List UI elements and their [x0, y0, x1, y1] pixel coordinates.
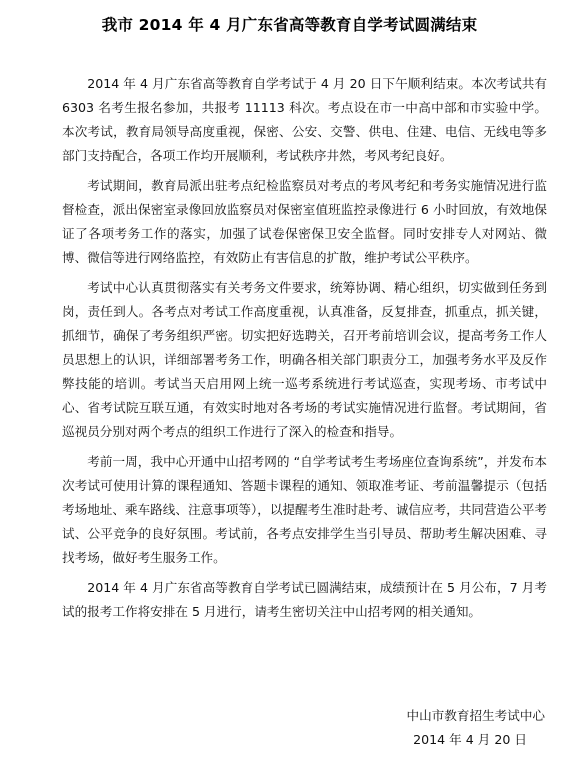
signature-block: [406, 704, 545, 752]
paragraph-3: 考试中心认真贯彻落实有关考务文件要求，统筹协调、精心组织，切实做到任务到岗，责任到人。各考点对考试工作高度重视，认真准备，反复排查，抓重点，抓关键，抓细节，确保了考务组织严密。切实把好选聘关，召开考前培训会议，提高考务工作人员思想上的认识，详细部署考务工作，明确各相关部门职责分工，加强考务水平及反作弊技能的培训。考试当天启用网上统一巡考系统进行考试巡查，实现考场、市考试中心、省考试院互联互通，有效实时地对各考场的考试实施情况进行监督。考试期间，省巡视员分别对两个考点的组织工作进行了深入的检查和指导。: [62, 280, 547, 439]
paragraph-1: 2014 年 4 月广东省高等教育自学考试于 4 月 20 日下午顺利结束。本次考试共有 6303 名考生报名参加，共报考 11113 科次。考点设在市一中高中部和市实验中学。本次考试，教育局领导高度重视，保密、公安、交警、供电、住建、电信、无线电等多部门支持配合，各项工作均开展顺利，考试秩序井然，考风考纪良好。: [62, 76, 547, 163]
signature-organization: 中山市教育招生考试中心: [406, 708, 545, 723]
document-title: 我市 2014 年 4 月广东省高等教育自学考试圆满结束: [101, 16, 478, 34]
signature-date: 2014 年 4 月 20 日: [413, 732, 527, 747]
paragraph-2: 考试期间，教育局派出驻考点纪检监察员对考点的考风考纪和考务实施情况进行监督检查，派出保密室录像回放监察员对保密室值班监控录像进行 6 小时回放，有效地保证了各项考务工作的落实，加强了试卷保密保卫安全监督。同时安排专人对网站、微博、微信等进行网络监控，有效防止有害信息的扩散，维护考试公平秩序。: [62, 178, 547, 265]
paragraph-5: 2014 年 4 月广东省高等教育自学考试已圆满结束，成绩预计在 5 月公布，7 月考试的报考工作将安排在 5 月进行，请考生密切关注中山招考网的相关通知。: [62, 580, 547, 619]
paragraph-4: 考前一周，我中心开通中山招考网的 “自学考试考生考场座位查询系统”，并发布本次考试可使用计算的课程通知、答题卡课程的通知、领取准考证、考前温馨提示（包括考场地址、乘车路线、注意事项等），以提醒考生准时赴考、诚信应考，共同营造公平考试、公平竞争的良好氛围。考试前，各考点安排学生当引导员、帮助考生解决困难、寻找考场，做好考生服务工作。: [62, 454, 547, 565]
